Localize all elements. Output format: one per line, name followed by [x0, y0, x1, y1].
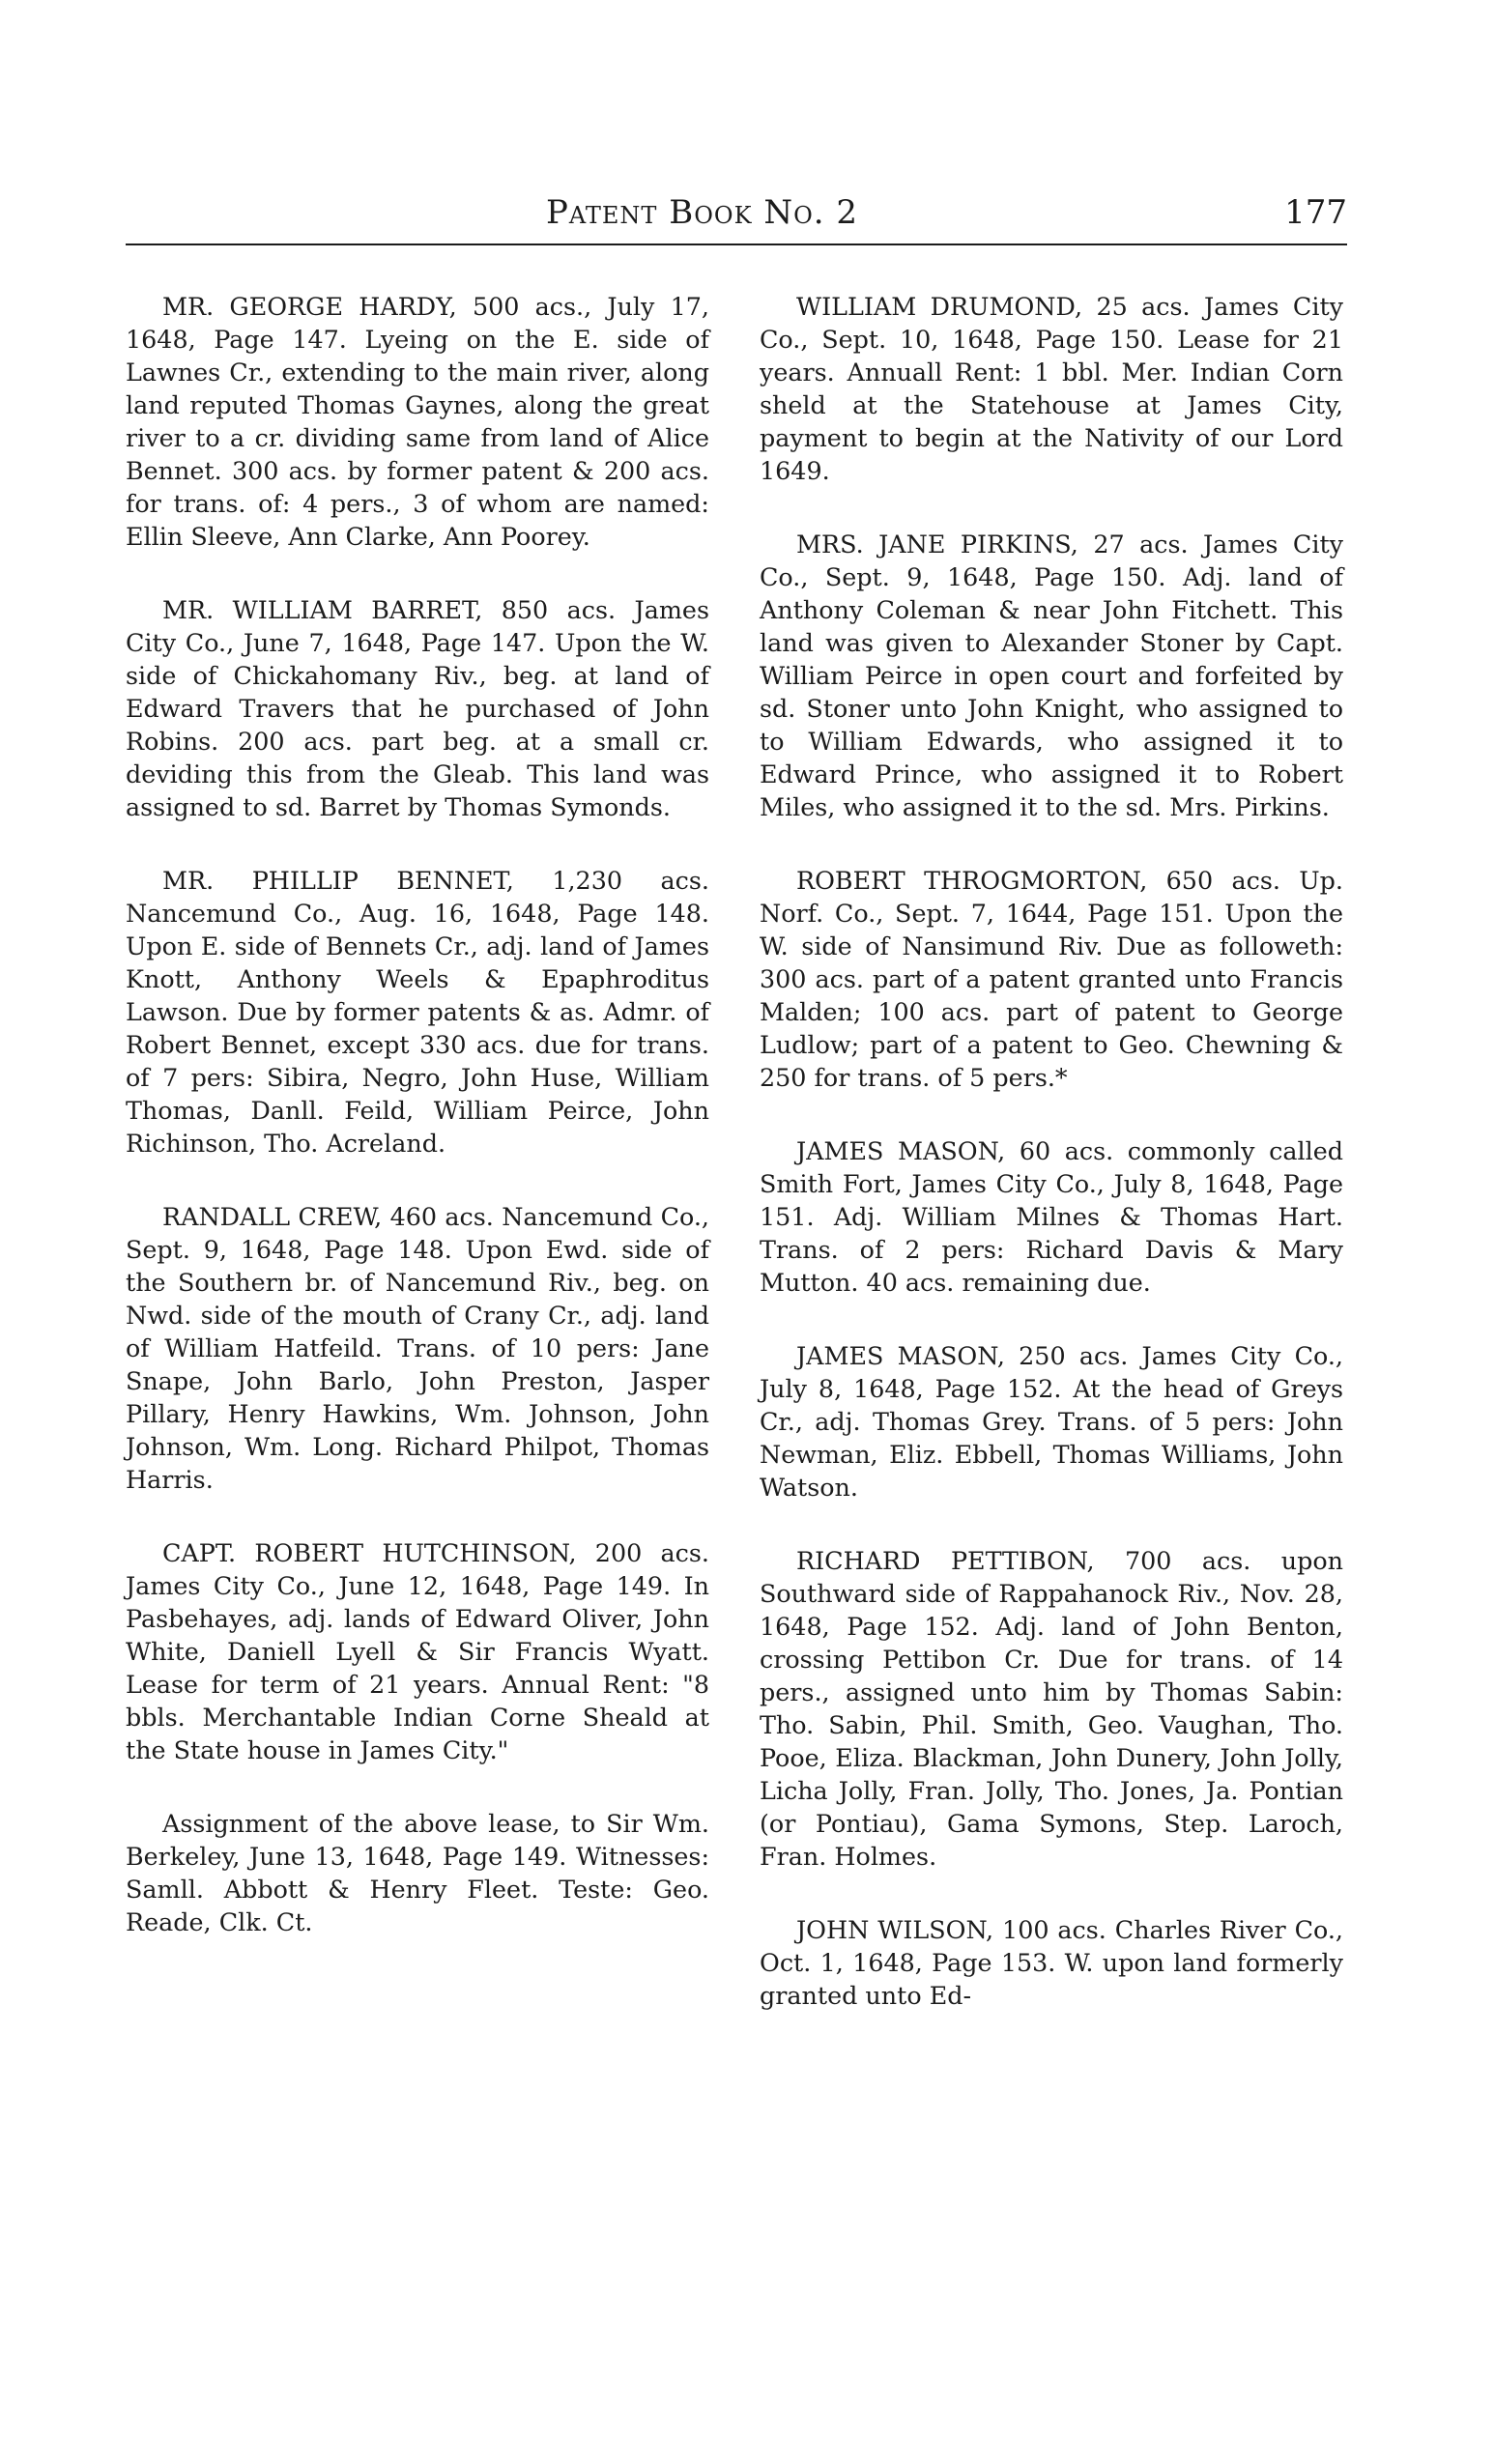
patent-entry-william-drumond: WILLIAM DRUMOND, 25 acs. James City Co., Sept. 10, 1648, Page 150. Lease for 21 years. Annuall Rent: 1 bbl. Mer. Indian Corn sheld at the Statehouse at James City, payment to begin at the Nativity of our Lord 1649.	[760, 292, 1343, 485]
patent-entry-phillip-bennet: MR. PHILLIP BENNET, 1,230 acs. Nancemund Co., Aug. 16, 1648, Page 148. Upon E. side of Bennets Cr., adj. land of James Knott, Anthony Weels & Epaphroditus Lawson. Due by former patents & as. Admr. of Robert Bennet, except 330 acs. due for trans. of 7 pers: Sibira, Negro, John Huse, William Thomas, Danll. Feild, William Peirce, John Richinson, Tho. Acreland.	[126, 866, 709, 1158]
header-rule	[126, 244, 1347, 245]
patent-entry-william-barret: MR. WILLIAM BARRET, 850 acs. James City Co., June 7, 1648, Page 147. Upon the W. side of Chickahomany Riv., beg. at land of Edward Travers that he purchased of John Robins. 200 acs. part beg. at a small cr. deviding this from the Gleab. This land was assigned to sd. Barret by Thomas Symonds.	[126, 595, 709, 821]
patent-entry-richard-pettibon: RICHARD PETTIBON, 700 acs. upon Southward side of Rappahanock Riv., Nov. 28, 1648, Page 152. Adj. land of John Benton, crossing Pettibon Cr. Due for trans. of 14 pers., assigned unto him by Thomas Sabin: Tho. Sabin, Phil. Smith, Geo. Vaughan, Tho. Pooe, Eliza. Blackman, John Dunery, John Jolly, Licha Jolly, Fran. Jolly, Tho. Jones, Ja. Pontian (or Pontiau), Gama Symons, Step. Laroch, Fran. Holmes.	[760, 1546, 1343, 1871]
page-header	[126, 193, 1347, 242]
right-column	[760, 290, 1343, 2052]
patent-entry-john-wilson: JOHN WILSON, 100 acs. Charles River Co., Oct. 1, 1648, Page 153. W. upon land formerly granted unto Ed-	[760, 1915, 1343, 2010]
patent-entry-jane-pirkins: MRS. JANE PIRKINS, 27 acs. James City Co., Sept. 9, 1648, Page 150. Adj. land of Anthony Coleman & near John Fitchett. This land was given to Alexander Stoner by Capt. William Peirce in open court and forfeited by sd. Stoner unto John Knight, who assigned to to William Edwards, who assigned it to Edward Prince, who assigned it to Robert Miles, who assigned it to the sd. Mrs. Pirkins.	[760, 530, 1343, 821]
patent-entry-robert-throgmorton: ROBERT THROGMORTON, 650 acs. Up. Norf. Co., Sept. 7, 1644, Page 151. Upon the W. side of Nansimund Riv. Due as followeth: 300 acs. part of a patent granted unto Francis Malden; 100 acs. part of patent to George Ludlow; part of a patent to Geo. Chewning & 250 for trans. of 5 pers.*	[760, 866, 1343, 1092]
running-title: Patent Book No. 2	[546, 193, 858, 232]
patent-entry-robert-hutchinson: CAPT. ROBERT HUTCHINSON, 200 acs. James City Co., June 12, 1648, Page 149. In Pasbehayes, adj. lands of Edward Oliver, John White, Daniell Lyell & Sir Francis Wyatt. Lease for term of 21 years. Annual Rent: "8 bbls. Merchantable Indian Corne Sheald at the State house in James City."	[126, 1538, 709, 1764]
left-column	[126, 290, 709, 1979]
patent-entry-lease-assignment: Assignment of the above lease, to Sir Wm. Berkeley, June 13, 1648, Page 149. Witnesses: Samll. Abbott & Henry Fleet. Teste: Geo. Reade, Clk. Ct.	[126, 1809, 709, 1936]
patent-entry-george-hardy: MR. GEORGE HARDY, 500 acs., July 17, 1648, Page 147. Lyeing on the E. side of Lawnes Cr., extending to the main river, along land reputed Thomas Gaynes, along the great river to a cr. dividing same from land of Alice Bennet. 300 acs. by former patent & 200 acs. for trans. of: 4 pers., 3 of whom are named: Ellin Sleeve, Ann Clarke, Ann Poorey.	[126, 292, 709, 551]
patent-entry-james-mason-60: JAMES MASON, 60 acs. commonly called Smith Fort, James City Co., July 8, 1648, Page 151. Adj. William Milnes & Thomas Hart. Trans. of 2 pers: Richard Davis & Mary Mutton. 40 acs. remaining due.	[760, 1136, 1343, 1297]
patent-entry-james-mason-250: JAMES MASON, 250 acs. James City Co., July 8, 1648, Page 152. At the head of Greys Cr., adj. Thomas Grey. Trans. of 5 pers: John Newman, Eliz. Ebbell, Thomas Williams, John Watson.	[760, 1341, 1343, 1502]
page-number: 177	[1284, 193, 1347, 232]
patent-entry-randall-crew: RANDALL CREW, 460 acs. Nancemund Co., Sept. 9, 1648, Page 148. Upon Ewd. side of the Southern br. of Nancemund Riv., beg. on Nwd. side of the mouth of Crany Cr., adj. land of William Hatfeild. Trans. of 10 pers: Jane Snape, John Barlo, John Preston, Jasper Pillary, Henry Hawkins, Wm. Johnson, John Johnson, Wm. Long. Richard Philpot, Thomas Harris.	[126, 1202, 709, 1494]
